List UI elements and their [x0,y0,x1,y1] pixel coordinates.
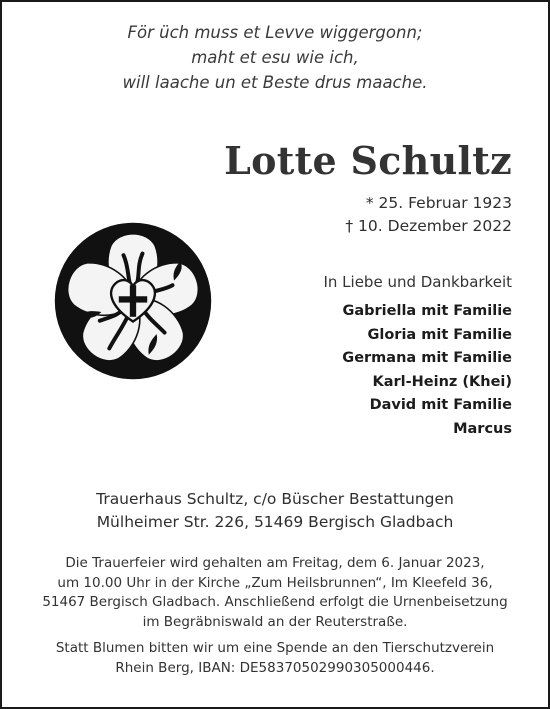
ceremony-line: Die Trauerfeier wird gehalten am Freitag, dem 6. Januar 2023, [65,555,485,571]
address-line: Mülheimer Str. 226, 51469 Bergisch Gladbach [96,513,454,531]
mourner-name: Marcus [453,420,512,437]
ceremony-line: im Begräbniswald an der Reuterstraße. [142,613,408,630]
donation-line: Rhein Berg, IBAN: DE58370502990305000446. [115,659,435,676]
address-line: Trauerhaus Schultz, c/o Büscher Bestattungen [96,490,454,508]
mourner-name: Germana mit Familie [342,350,512,366]
poem-line: will laache un et Beste drus maache. [122,73,428,92]
mourner-name: Karl-Heinz (Khei) [372,373,512,390]
poem-line: maht et esu wie ich, [191,48,359,67]
death-date: † 10. Dezember 2022 [345,217,512,235]
mourner-name: Gabriella mit Familie [342,303,512,319]
life-dates [345,192,512,238]
ceremony-line: 51467 Bergisch Gladbach. Anschließend erfolgt die Urnenbeisetzung [42,594,508,610]
birth-date: * 25. Februar 1923 [365,194,512,212]
donation-request [2,639,548,678]
donation-line: Statt Blumen bitten wir um eine Spende an den Tierschutzverein [55,640,495,656]
mourner-name: Gloria mit Familie [367,326,512,343]
deceased-name: Lotte Schultz [224,138,512,183]
mourning-address [2,488,548,534]
ceremony-details [2,554,548,632]
mourners-intro: In Liebe und Dankbarkeit [323,273,512,291]
ceremony-line: um 10.00 Uhr in der Kirche „Zum Heilsbrunnen“, Im Kleefeld 36, [57,574,493,591]
poem-line: För üch muss et Levve wiggergonn; [127,23,423,42]
luther-rose-icon [54,222,212,380]
mourners-list [342,300,512,441]
poem-verse [2,20,548,95]
mourner-name: David mit Familie [369,397,512,413]
